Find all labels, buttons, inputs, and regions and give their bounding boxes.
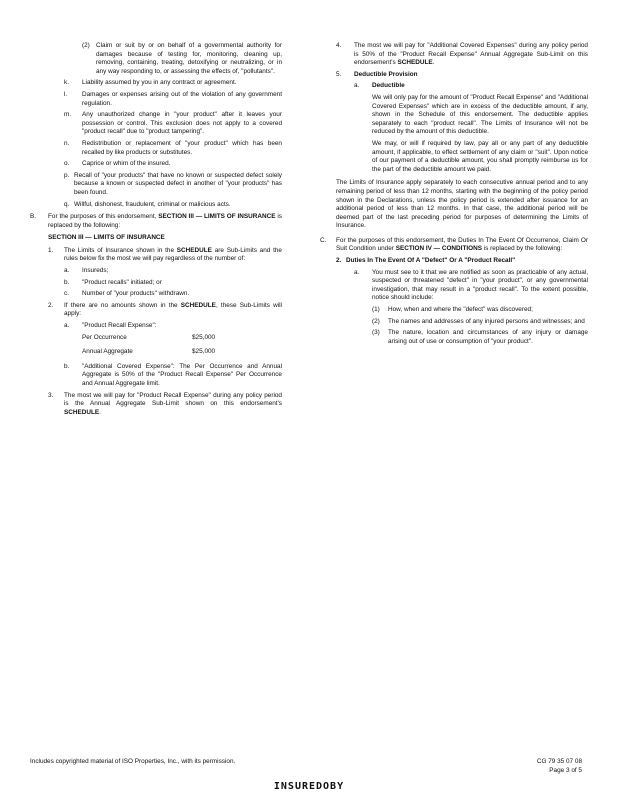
deductible-provision-heading: Deductible Provision — [354, 70, 418, 78]
text-part: are Sub-Limits and the rules below fix the most we will pay regardless of the number of: — [64, 246, 282, 263]
limits-item-5 — [336, 71, 588, 80]
section-c — [320, 237, 588, 254]
item-label: (2) — [372, 317, 380, 325]
item-text: "Product recalls" initiated; or — [82, 278, 162, 286]
item-text: Insureds; — [82, 267, 109, 275]
limits-apply-paragraph: The Limits of Insurance apply separately to each consecutive annual period and to any remaining period of less than 12 months, starting with the beginning of the policy period shown in the Declarations, unless the policy period is extended after issuance for an additional period of less than 12 months. In that case, the additional period will be deemed part of the last preceding period for purposes of determining the Limits of Insurance. — [336, 179, 588, 230]
limits-item-5a — [354, 82, 588, 91]
exclusion-m — [64, 111, 282, 137]
duties-item-2a3 — [372, 329, 588, 346]
item-text: Caprice or whim of the insured. — [82, 160, 171, 168]
text-part: For the purposes of this endorsement, — [48, 213, 159, 221]
duties-item-2a2 — [372, 318, 588, 327]
section-heading — [48, 234, 282, 243]
exclusion-k — [64, 79, 282, 88]
text-part: For the purposes of this endorsement, the Duties In The Event Of Occurrence, Claim Or Suit Condition under — [336, 236, 588, 253]
limits-item-2a — [64, 322, 282, 331]
item-label: a. — [354, 268, 360, 276]
item-label: b. — [64, 362, 70, 370]
item-label: 5. — [336, 70, 342, 78]
limits-item-1c — [64, 290, 282, 299]
exclusion-o — [64, 160, 282, 169]
item-text — [354, 42, 588, 68]
item-text: Claim or suit by or on behalf of a governmental authority for damages because of testing for, monitoring, cleaning up, removing, containing, treating, detoxifying or neutralizing, or in any way responding to, or assessing the effects of, "pollutants". — [96, 42, 282, 75]
item-label: 3. — [48, 391, 54, 399]
item-text: "Product Recall Expense": — [82, 322, 157, 330]
text-part: . — [432, 59, 435, 67]
text-part: The Limits of Insurance shown in the — [64, 246, 177, 254]
item-text: Liability assumed by you in any contract or agreement. — [82, 79, 237, 87]
item-label: n. — [64, 139, 70, 147]
annual-aggregate-value: $25,000 — [192, 348, 216, 356]
annual-aggregate-label: Annual Aggregate — [82, 348, 133, 356]
item-text: Redistribution or replacement of "your product" which has been recalled by like products or substitutes. — [82, 139, 282, 156]
text-part: The most we will pay for "Additional Covered Expenses" during any policy period is 50% of the "Product Recall Expense" Annual Aggregate Sub-Limit on this endorsement's — [354, 42, 588, 67]
footer-form-info — [492, 758, 582, 775]
limits-item-1b — [64, 279, 282, 288]
text-part: , these Sub-Limits will apply: — [64, 301, 282, 318]
duties-item-2a — [354, 269, 588, 303]
item-text: You must see to it that we are notified as soon as practicable of any actual, suspected or threatened "defect" in "your product", or any governmental investigation, that may result in a "product recall". To the extent possible, notice should include: — [372, 268, 588, 302]
item-text — [64, 392, 282, 418]
text-part: The most we will pay for "Product Recall Expense" during any policy period is the Annual Aggregate Sub-Limit shown on this endorsement's — [64, 391, 282, 408]
item-text: How, when and where the "defect" was discovered; — [388, 306, 533, 314]
item-label: q. — [64, 200, 70, 208]
exclusion-l — [64, 91, 282, 108]
bold-text: SCHEDULE — [180, 301, 216, 309]
exclusion-p — [64, 172, 282, 198]
duties-item-2a1 — [372, 306, 588, 315]
bold-text: SCHEDULE — [64, 408, 100, 416]
limits-item-1 — [48, 247, 282, 264]
exclusion-n — [64, 140, 282, 157]
item-text: Damages or expenses arising out of the violation of any government regulation. — [82, 90, 282, 107]
item-label: 2. — [48, 301, 54, 309]
item-text — [336, 237, 588, 254]
section-b — [30, 213, 282, 230]
item-label: p. — [64, 171, 70, 179]
page-number: Page 3 of 5 — [549, 766, 582, 774]
bold-text: SECTION III — LIMITS OF INSURANCE — [158, 213, 276, 221]
item-label: m. — [64, 111, 72, 119]
item-text: The nature, location and circumstances of any injury or damage arising out of use or consumption of "your product". — [388, 329, 588, 345]
bold-text: SECTION IV — CONDITIONS — [395, 245, 482, 253]
item-label: b. — [64, 278, 70, 286]
item-text: Willful, dishonest, fraudulent, criminal or malicious acts. — [74, 200, 231, 208]
duties-heading: Duties In The Event Of A "Defect" Or A "Product Recall" — [346, 257, 516, 265]
item-text: Number of "your products" withdrawn. — [82, 290, 190, 298]
limits-item-3 — [48, 392, 282, 418]
item-label: 1. — [48, 246, 54, 254]
text-part: . — [99, 408, 101, 416]
item-text: Recall of "your products" that have no known or suspected defect solely because a known or suspected defect in another of "your products" has been found. — [74, 171, 282, 196]
item-text: The names and addresses of any injured persons and witnesses; and — [388, 317, 585, 325]
item-label: a. — [64, 322, 70, 330]
item-label: (3) — [372, 329, 380, 337]
item-text — [48, 213, 282, 230]
item-label: l. — [64, 90, 68, 98]
exclusion-q — [64, 201, 282, 210]
per-occurrence-label: Per Occurrence — [82, 333, 127, 341]
text-part: If there are no amounts shown in the — [64, 301, 181, 309]
duties-item-2 — [336, 257, 588, 266]
item-text: "Additional Covered Expense": The Per Occurrence and Annual Aggregate is 50% of the "Product Recall Expense" Per Occurrence and Annual Aggregate limit. — [82, 362, 282, 387]
item-label: 4. — [336, 42, 342, 49]
right-column — [320, 42, 588, 349]
item-label: c. — [64, 290, 69, 298]
deductible-paragraph-1: We will only pay for the amount of "Product Recall Expense" and "Additional Covered Expenses" which are in excess of the deductible amount, if any, shown in the Schedule of this endorsement. The deductible applies separately to each "product recall". The Limits of Insurance will not be reduced by the amount of this deductible. — [372, 93, 588, 136]
watermark: INSUREDOBY — [273, 781, 345, 792]
item-text — [64, 247, 282, 264]
footer-copyright: Includes copyrighted material of ISO Properties, Inc., with its permission. — [30, 758, 236, 765]
per-occurrence-value: $25,000 — [192, 333, 216, 341]
item-label: (1) — [372, 306, 380, 314]
item-label: a. — [64, 267, 70, 275]
text-part: is replaced by the following: — [481, 245, 563, 253]
limits-item-2 — [48, 302, 282, 319]
item-label: a. — [354, 82, 360, 90]
exclusion-j2 — [82, 42, 282, 76]
item-label: o. — [64, 160, 70, 168]
item-label: k. — [64, 79, 69, 87]
annual-aggregate-row — [82, 348, 282, 357]
item-label: B. — [30, 213, 37, 221]
bold-text: SCHEDULE — [397, 59, 433, 67]
deductible-paragraph-2: We may, or will if required by law, pay all or any part of any deductible amount, if applicable, to effect settlement of any claim or "suit". Upon notice of our payment of a deductible amount, you shall promptly reimburse us for the part of the deductible amount we paid. — [372, 139, 588, 173]
text-part: is replaced by the following: — [48, 213, 282, 229]
heading-text: SECTION III — LIMITS OF INSURANCE — [48, 234, 165, 242]
limits-item-1a — [64, 267, 282, 276]
item-label: C. — [320, 236, 327, 244]
item-text — [64, 302, 282, 319]
form-number: CG 79 35 07 08 — [536, 758, 582, 765]
limits-item-2b — [64, 363, 282, 389]
item-label: (2) — [82, 42, 90, 49]
item-label: 2. — [336, 257, 342, 265]
bold-text: SCHEDULE — [176, 246, 212, 254]
item-text: Any unauthorized change in "your product" after it leaves your possession or control. This exclusion does not apply to a covered "product recall" due to "product tampering". — [82, 111, 282, 136]
deductible-heading: Deductible — [372, 82, 405, 90]
limits-item-4 — [336, 42, 588, 68]
left-column — [30, 42, 282, 420]
per-occurrence-row — [82, 334, 282, 343]
